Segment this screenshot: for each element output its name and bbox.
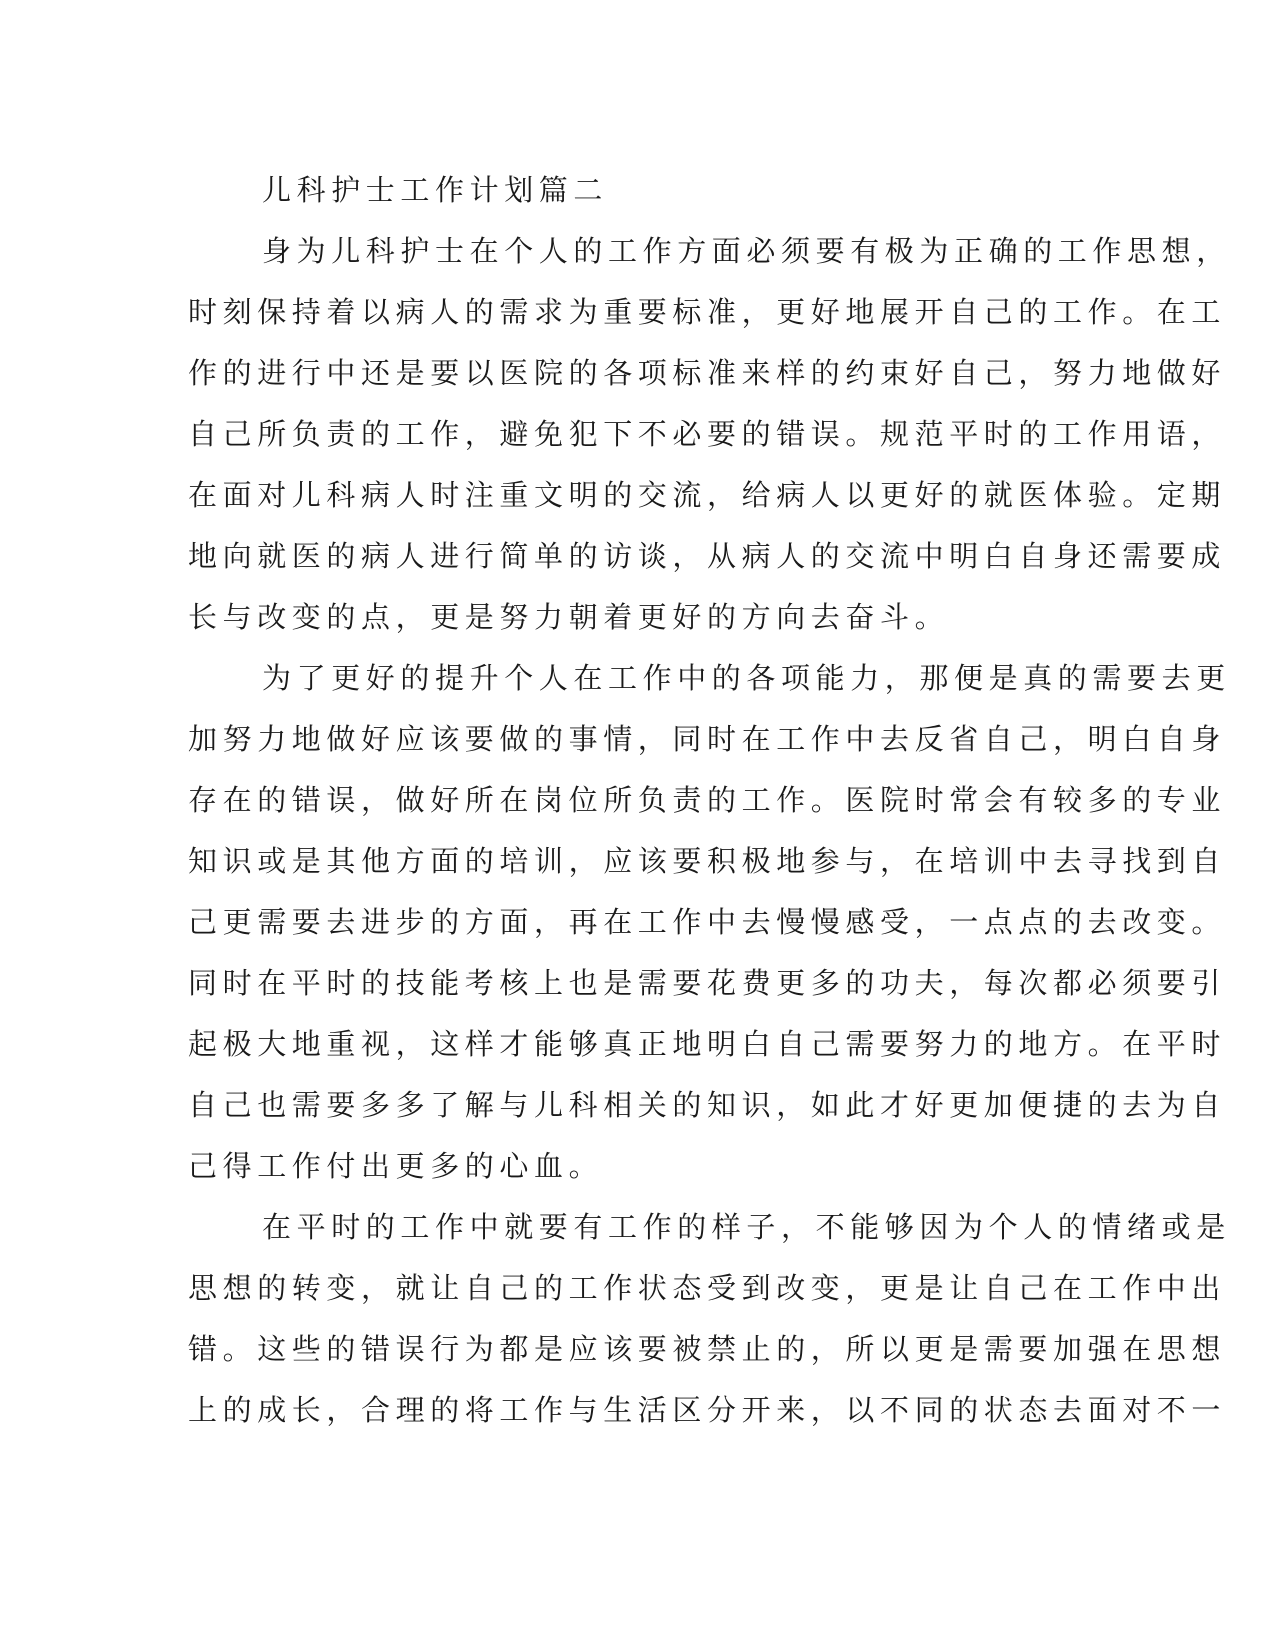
text-line: 为了更好的提升个人在工作中的各项能力，那便是真的需要去更 — [262, 661, 1231, 695]
text-line: 思想的转变，就让自己的工作状态受到改变，更是让自己在工作中出 — [188, 1271, 1227, 1305]
text-line: 身为儿科护士在个人的工作方面必须要有极为正确的工作思想， — [262, 234, 1231, 268]
text-line: 作的进行中还是要以医院的各项标准来样的约束好自己，努力地做好 — [188, 356, 1227, 390]
text-line: 在面对儿科病人时注重文明的交流，给病人以更好的就医体验。定期 — [188, 478, 1227, 512]
text-line: 起极大地重视，这样才能够真正地明白自己需要努力的地方。在平时 — [188, 1027, 1227, 1061]
text-line: 自己也需要多多了解与儿科相关的知识，如此才好更加便捷的去为自 — [188, 1088, 1227, 1122]
text-line: 加努力地做好应该要做的事情，同时在工作中去反省自己，明白自身 — [188, 722, 1227, 756]
text-line: 自己所负责的工作，避免犯下不必要的错误。规范平时的工作用语， — [188, 417, 1227, 451]
paragraph-3 — [188, 1197, 1231, 1441]
paragraph-1 — [188, 221, 1231, 648]
document-heading: 儿科护士工作计划篇二 — [262, 173, 609, 207]
text-line: 长与改变的点，更是努力朝着更好的方向去奋斗。 — [188, 600, 950, 634]
text-line: 同时在平时的技能考核上也是需要花费更多的功夫，每次都必须要引 — [188, 966, 1227, 1000]
text-line: 己更需要去进步的方面，再在工作中去慢慢感受，一点点的去改变。 — [188, 905, 1227, 939]
text-line: 地向就医的病人进行简单的访谈，从病人的交流中明白自身还需要成 — [188, 539, 1227, 573]
document-body — [188, 160, 1231, 1441]
text-line: 错。这些的错误行为都是应该要被禁止的，所以更是需要加强在思想 — [188, 1332, 1227, 1366]
text-line: 存在的错误，做好所在岗位所负责的工作。医院时常会有较多的专业 — [188, 783, 1227, 817]
text-line: 时刻保持着以病人的需求为重要标准，更好地展开自己的工作。在工 — [188, 295, 1227, 329]
text-line: 己得工作付出更多的心血。 — [188, 1149, 604, 1183]
text-line: 知识或是其他方面的培训，应该要积极地参与，在培训中去寻找到自 — [188, 844, 1227, 878]
text-line: 上的成长，合理的将工作与生活区分开来，以不同的状态去面对不一 — [188, 1393, 1227, 1427]
text-line: 在平时的工作中就要有工作的样子，不能够因为个人的情绪或是 — [262, 1210, 1231, 1244]
paragraph-2 — [188, 648, 1231, 1197]
